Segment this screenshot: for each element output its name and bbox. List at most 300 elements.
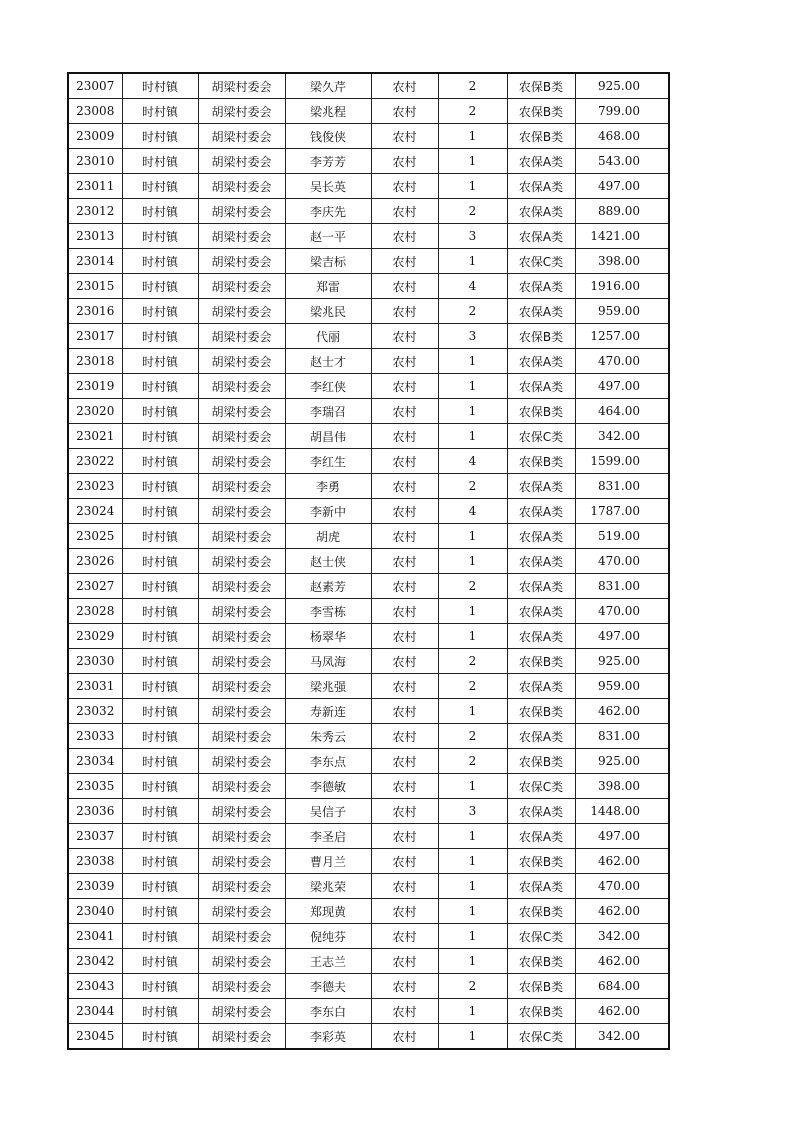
serial-number-cell: 23020	[68, 399, 122, 424]
town-cell: 时村镇	[122, 949, 198, 974]
table-row	[68, 224, 669, 249]
amount-cell: 925.00	[575, 649, 669, 674]
insurance-category-cell: 农保A类	[507, 674, 575, 699]
amount-cell: 684.00	[575, 974, 669, 999]
town-cell: 时村镇	[122, 574, 198, 599]
serial-number-cell: 23008	[68, 99, 122, 124]
name-cell: 赵一平	[285, 224, 371, 249]
table-row	[68, 499, 669, 524]
family-size-cell: 1	[438, 899, 507, 924]
town-cell: 时村镇	[122, 299, 198, 324]
town-cell: 时村镇	[122, 774, 198, 799]
name-cell: 曹月兰	[285, 849, 371, 874]
family-size-cell: 2	[438, 674, 507, 699]
family-size-cell: 2	[438, 724, 507, 749]
insurance-category-cell: 农保B类	[507, 699, 575, 724]
family-size-cell: 1	[438, 599, 507, 624]
amount-cell: 1787.00	[575, 499, 669, 524]
name-cell: 吴长英	[285, 174, 371, 199]
table-row	[68, 124, 669, 149]
serial-number-cell: 23007	[68, 73, 122, 99]
household-type-cell: 农村	[371, 1024, 438, 1050]
household-type-cell: 农村	[371, 524, 438, 549]
household-type-cell: 农村	[371, 274, 438, 299]
household-type-cell: 农村	[371, 674, 438, 699]
table-row	[68, 624, 669, 649]
serial-number-cell: 23031	[68, 674, 122, 699]
table-row	[68, 724, 669, 749]
amount-cell: 497.00	[575, 174, 669, 199]
table-row	[68, 549, 669, 574]
family-size-cell: 2	[438, 649, 507, 674]
town-cell: 时村镇	[122, 99, 198, 124]
name-cell: 梁兆民	[285, 299, 371, 324]
serial-number-cell: 23026	[68, 549, 122, 574]
table-row	[68, 324, 669, 349]
table-row	[68, 599, 669, 624]
insurance-category-cell: 农保A类	[507, 824, 575, 849]
town-cell: 时村镇	[122, 524, 198, 549]
town-cell: 时村镇	[122, 599, 198, 624]
village-committee-cell: 胡梁村委会	[198, 149, 285, 174]
insurance-category-cell: 农保B类	[507, 949, 575, 974]
serial-number-cell: 23034	[68, 749, 122, 774]
village-committee-cell: 胡梁村委会	[198, 1024, 285, 1050]
family-size-cell: 1	[438, 549, 507, 574]
town-cell: 时村镇	[122, 699, 198, 724]
serial-number-cell: 23025	[68, 524, 122, 549]
household-type-cell: 农村	[371, 849, 438, 874]
serial-number-cell: 23040	[68, 899, 122, 924]
name-cell: 李雪栋	[285, 599, 371, 624]
town-cell: 时村镇	[122, 449, 198, 474]
table-row	[68, 774, 669, 799]
name-cell: 王志兰	[285, 949, 371, 974]
town-cell: 时村镇	[122, 224, 198, 249]
insurance-category-cell: 农保A类	[507, 149, 575, 174]
table-row	[68, 99, 669, 124]
serial-number-cell: 23038	[68, 849, 122, 874]
amount-cell: 342.00	[575, 424, 669, 449]
insurance-category-cell: 农保B类	[507, 899, 575, 924]
amount-cell: 831.00	[575, 474, 669, 499]
insurance-category-cell: 农保A类	[507, 174, 575, 199]
name-cell: 李红生	[285, 449, 371, 474]
amount-cell: 1599.00	[575, 449, 669, 474]
table-row	[68, 149, 669, 174]
family-size-cell: 1	[438, 249, 507, 274]
family-size-cell: 1	[438, 774, 507, 799]
serial-number-cell: 23039	[68, 874, 122, 899]
insurance-category-cell: 农保C类	[507, 424, 575, 449]
amount-cell: 519.00	[575, 524, 669, 549]
name-cell: 李红侠	[285, 374, 371, 399]
data-table	[67, 72, 670, 1050]
village-committee-cell: 胡梁村委会	[198, 99, 285, 124]
family-size-cell: 1	[438, 874, 507, 899]
table-row	[68, 524, 669, 549]
family-size-cell: 2	[438, 974, 507, 999]
household-type-cell: 农村	[371, 899, 438, 924]
name-cell: 胡昌伟	[285, 424, 371, 449]
name-cell: 寿新连	[285, 699, 371, 724]
amount-cell: 889.00	[575, 199, 669, 224]
village-committee-cell: 胡梁村委会	[198, 549, 285, 574]
insurance-category-cell: 农保A类	[507, 599, 575, 624]
family-size-cell: 2	[438, 199, 507, 224]
amount-cell: 799.00	[575, 99, 669, 124]
insurance-category-cell: 农保C类	[507, 1024, 575, 1050]
village-committee-cell: 胡梁村委会	[198, 274, 285, 299]
name-cell: 梁兆程	[285, 99, 371, 124]
insurance-category-cell: 农保B类	[507, 749, 575, 774]
table-row	[68, 999, 669, 1024]
amount-cell: 462.00	[575, 849, 669, 874]
amount-cell: 468.00	[575, 124, 669, 149]
town-cell: 时村镇	[122, 824, 198, 849]
amount-cell: 831.00	[575, 574, 669, 599]
serial-number-cell: 23010	[68, 149, 122, 174]
family-size-cell: 1	[438, 149, 507, 174]
town-cell: 时村镇	[122, 199, 198, 224]
village-committee-cell: 胡梁村委会	[198, 424, 285, 449]
insurance-category-cell: 农保A类	[507, 874, 575, 899]
insurance-category-cell: 农保B类	[507, 399, 575, 424]
town-cell: 时村镇	[122, 174, 198, 199]
village-committee-cell: 胡梁村委会	[198, 174, 285, 199]
family-size-cell: 2	[438, 574, 507, 599]
serial-number-cell: 23032	[68, 699, 122, 724]
town-cell: 时村镇	[122, 249, 198, 274]
family-size-cell: 3	[438, 799, 507, 824]
insurance-category-cell: 农保A类	[507, 624, 575, 649]
amount-cell: 342.00	[575, 1024, 669, 1050]
amount-cell: 470.00	[575, 549, 669, 574]
serial-number-cell: 23018	[68, 349, 122, 374]
insurance-category-cell: 农保A类	[507, 474, 575, 499]
town-cell: 时村镇	[122, 349, 198, 374]
amount-cell: 470.00	[575, 599, 669, 624]
serial-number-cell: 23015	[68, 274, 122, 299]
serial-number-cell: 23043	[68, 974, 122, 999]
town-cell: 时村镇	[122, 274, 198, 299]
village-committee-cell: 胡梁村委会	[198, 899, 285, 924]
household-type-cell: 农村	[371, 374, 438, 399]
serial-number-cell: 23029	[68, 624, 122, 649]
amount-cell: 497.00	[575, 374, 669, 399]
village-committee-cell: 胡梁村委会	[198, 324, 285, 349]
family-size-cell: 1	[438, 824, 507, 849]
insurance-category-cell: 农保B类	[507, 649, 575, 674]
family-size-cell: 1	[438, 174, 507, 199]
serial-number-cell: 23017	[68, 324, 122, 349]
family-size-cell: 2	[438, 474, 507, 499]
village-committee-cell: 胡梁村委会	[198, 999, 285, 1024]
insurance-category-cell: 农保A类	[507, 199, 575, 224]
name-cell: 李庆先	[285, 199, 371, 224]
amount-cell: 1448.00	[575, 799, 669, 824]
serial-number-cell: 23013	[68, 224, 122, 249]
amount-cell: 543.00	[575, 149, 669, 174]
name-cell: 李新中	[285, 499, 371, 524]
household-type-cell: 农村	[371, 824, 438, 849]
amount-cell: 959.00	[575, 299, 669, 324]
serial-number-cell: 23012	[68, 199, 122, 224]
name-cell: 马凤海	[285, 649, 371, 674]
amount-cell: 925.00	[575, 749, 669, 774]
amount-cell: 462.00	[575, 999, 669, 1024]
household-type-cell: 农村	[371, 999, 438, 1024]
family-size-cell: 1	[438, 349, 507, 374]
amount-cell: 497.00	[575, 824, 669, 849]
town-cell: 时村镇	[122, 724, 198, 749]
serial-number-cell: 23035	[68, 774, 122, 799]
name-cell: 杨翠华	[285, 624, 371, 649]
village-committee-cell: 胡梁村委会	[198, 724, 285, 749]
village-committee-cell: 胡梁村委会	[198, 199, 285, 224]
household-type-cell: 农村	[371, 724, 438, 749]
serial-number-cell: 23037	[68, 824, 122, 849]
table-row	[68, 174, 669, 199]
village-committee-cell: 胡梁村委会	[198, 299, 285, 324]
town-cell: 时村镇	[122, 474, 198, 499]
table-row	[68, 424, 669, 449]
table-row	[68, 474, 669, 499]
table-row	[68, 574, 669, 599]
household-type-cell: 农村	[371, 99, 438, 124]
family-size-cell: 1	[438, 1024, 507, 1050]
amount-cell: 462.00	[575, 949, 669, 974]
family-size-cell: 2	[438, 99, 507, 124]
village-committee-cell: 胡梁村委会	[198, 399, 285, 424]
serial-number-cell: 23019	[68, 374, 122, 399]
table-row	[68, 974, 669, 999]
insurance-category-cell: 农保A类	[507, 499, 575, 524]
amount-cell: 1421.00	[575, 224, 669, 249]
village-committee-cell: 胡梁村委会	[198, 524, 285, 549]
town-cell: 时村镇	[122, 124, 198, 149]
village-committee-cell: 胡梁村委会	[198, 499, 285, 524]
table-row	[68, 199, 669, 224]
insurance-category-cell: 农保A类	[507, 574, 575, 599]
town-cell: 时村镇	[122, 799, 198, 824]
serial-number-cell: 23016	[68, 299, 122, 324]
serial-number-cell: 23028	[68, 599, 122, 624]
table-row	[68, 349, 669, 374]
amount-cell: 342.00	[575, 924, 669, 949]
insurance-category-cell: 农保B类	[507, 974, 575, 999]
insurance-category-cell: 农保B类	[507, 124, 575, 149]
village-committee-cell: 胡梁村委会	[198, 449, 285, 474]
town-cell: 时村镇	[122, 549, 198, 574]
village-committee-cell: 胡梁村委会	[198, 674, 285, 699]
serial-number-cell: 23036	[68, 799, 122, 824]
village-committee-cell: 胡梁村委会	[198, 974, 285, 999]
family-size-cell: 2	[438, 73, 507, 99]
table-row	[68, 699, 669, 724]
name-cell: 吴信子	[285, 799, 371, 824]
amount-cell: 464.00	[575, 399, 669, 424]
name-cell: 胡虎	[285, 524, 371, 549]
amount-cell: 398.00	[575, 774, 669, 799]
village-committee-cell: 胡梁村委会	[198, 374, 285, 399]
town-cell: 时村镇	[122, 424, 198, 449]
name-cell: 郑现黄	[285, 899, 371, 924]
town-cell: 时村镇	[122, 649, 198, 674]
name-cell: 李圣启	[285, 824, 371, 849]
amount-cell: 925.00	[575, 73, 669, 99]
insurance-category-cell: 农保B类	[507, 449, 575, 474]
household-type-cell: 农村	[371, 73, 438, 99]
village-committee-cell: 胡梁村委会	[198, 224, 285, 249]
serial-number-cell: 23024	[68, 499, 122, 524]
village-committee-cell: 胡梁村委会	[198, 924, 285, 949]
household-type-cell: 农村	[371, 549, 438, 574]
insurance-category-cell: 农保A类	[507, 349, 575, 374]
household-type-cell: 农村	[371, 174, 438, 199]
household-type-cell: 农村	[371, 949, 438, 974]
town-cell: 时村镇	[122, 499, 198, 524]
household-type-cell: 农村	[371, 974, 438, 999]
household-type-cell: 农村	[371, 149, 438, 174]
household-type-cell: 农村	[371, 349, 438, 374]
village-committee-cell: 胡梁村委会	[198, 474, 285, 499]
household-type-cell: 农村	[371, 449, 438, 474]
name-cell: 赵士侠	[285, 549, 371, 574]
name-cell: 代丽	[285, 324, 371, 349]
town-cell: 时村镇	[122, 374, 198, 399]
table-row	[68, 674, 669, 699]
town-cell: 时村镇	[122, 399, 198, 424]
household-type-cell: 农村	[371, 199, 438, 224]
household-type-cell: 农村	[371, 424, 438, 449]
household-type-cell: 农村	[371, 624, 438, 649]
insurance-category-cell: 农保A类	[507, 724, 575, 749]
name-cell: 赵士才	[285, 349, 371, 374]
name-cell: 梁兆强	[285, 674, 371, 699]
table-row	[68, 924, 669, 949]
table-body	[68, 73, 669, 1049]
village-committee-cell: 胡梁村委会	[198, 599, 285, 624]
table-row	[68, 399, 669, 424]
table-row	[68, 899, 669, 924]
name-cell: 李瑞召	[285, 399, 371, 424]
name-cell: 李彩英	[285, 1024, 371, 1050]
name-cell: 赵素芳	[285, 574, 371, 599]
serial-number-cell: 23045	[68, 1024, 122, 1050]
village-committee-cell: 胡梁村委会	[198, 574, 285, 599]
town-cell: 时村镇	[122, 324, 198, 349]
household-type-cell: 农村	[371, 299, 438, 324]
name-cell: 梁吉标	[285, 249, 371, 274]
family-size-cell: 2	[438, 299, 507, 324]
household-type-cell: 农村	[371, 799, 438, 824]
town-cell: 时村镇	[122, 874, 198, 899]
serial-number-cell: 23011	[68, 174, 122, 199]
town-cell: 时村镇	[122, 974, 198, 999]
insurance-category-cell: 农保B类	[507, 849, 575, 874]
village-committee-cell: 胡梁村委会	[198, 874, 285, 899]
family-size-cell: 1	[438, 124, 507, 149]
table-row	[68, 274, 669, 299]
town-cell: 时村镇	[122, 999, 198, 1024]
table-row	[68, 799, 669, 824]
household-type-cell: 农村	[371, 324, 438, 349]
serial-number-cell: 23042	[68, 949, 122, 974]
table-row	[68, 874, 669, 899]
insurance-category-cell: 农保C类	[507, 249, 575, 274]
name-cell: 朱秀云	[285, 724, 371, 749]
household-type-cell: 农村	[371, 474, 438, 499]
town-cell: 时村镇	[122, 849, 198, 874]
village-committee-cell: 胡梁村委会	[198, 249, 285, 274]
table-row	[68, 449, 669, 474]
serial-number-cell: 23023	[68, 474, 122, 499]
village-committee-cell: 胡梁村委会	[198, 849, 285, 874]
table-row	[68, 749, 669, 774]
name-cell: 梁兆荣	[285, 874, 371, 899]
family-size-cell: 1	[438, 399, 507, 424]
insurance-category-cell: 农保A类	[507, 299, 575, 324]
family-size-cell: 1	[438, 999, 507, 1024]
insurance-category-cell: 农保A类	[507, 799, 575, 824]
table-row	[68, 949, 669, 974]
amount-cell: 1257.00	[575, 324, 669, 349]
household-type-cell: 农村	[371, 649, 438, 674]
amount-cell: 831.00	[575, 724, 669, 749]
family-size-cell: 1	[438, 424, 507, 449]
table-row	[68, 649, 669, 674]
insurance-category-cell: 农保B类	[507, 73, 575, 99]
amount-cell: 462.00	[575, 699, 669, 724]
name-cell: 郑雷	[285, 274, 371, 299]
household-type-cell: 农村	[371, 774, 438, 799]
town-cell: 时村镇	[122, 1024, 198, 1050]
name-cell: 李德夫	[285, 974, 371, 999]
household-type-cell: 农村	[371, 599, 438, 624]
table-row	[68, 824, 669, 849]
town-cell: 时村镇	[122, 624, 198, 649]
amount-cell: 497.00	[575, 624, 669, 649]
town-cell: 时村镇	[122, 899, 198, 924]
insurance-category-cell: 农保A类	[507, 549, 575, 574]
table-row	[68, 374, 669, 399]
family-size-cell: 1	[438, 924, 507, 949]
amount-cell: 470.00	[575, 874, 669, 899]
serial-number-cell: 23022	[68, 449, 122, 474]
village-committee-cell: 胡梁村委会	[198, 949, 285, 974]
family-size-cell: 1	[438, 949, 507, 974]
town-cell: 时村镇	[122, 674, 198, 699]
insurance-category-cell: 农保C类	[507, 774, 575, 799]
household-type-cell: 农村	[371, 124, 438, 149]
name-cell: 李芳芳	[285, 149, 371, 174]
town-cell: 时村镇	[122, 149, 198, 174]
name-cell: 李勇	[285, 474, 371, 499]
village-committee-cell: 胡梁村委会	[198, 349, 285, 374]
table-row	[68, 849, 669, 874]
family-size-cell: 3	[438, 324, 507, 349]
household-type-cell: 农村	[371, 399, 438, 424]
insurance-category-cell: 农保A类	[507, 524, 575, 549]
serial-number-cell: 23044	[68, 999, 122, 1024]
household-type-cell: 农村	[371, 499, 438, 524]
family-size-cell: 1	[438, 524, 507, 549]
family-size-cell: 1	[438, 849, 507, 874]
serial-number-cell: 23033	[68, 724, 122, 749]
household-type-cell: 农村	[371, 224, 438, 249]
table-row	[68, 249, 669, 274]
